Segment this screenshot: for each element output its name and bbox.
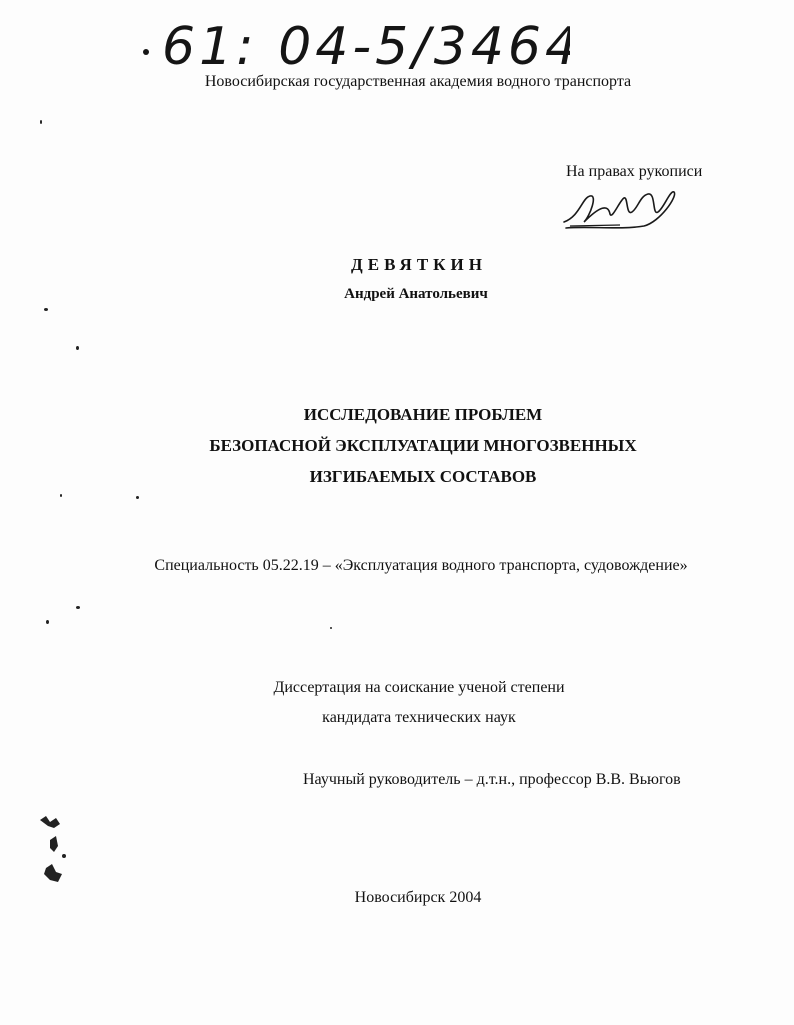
specialty-line: Специальность 05.22.19 – «Эксплуатация водного транспорта, судовождение» (154, 557, 688, 574)
city-and-year: Новосибирск 2004 (354, 889, 482, 906)
archive-code-text: 61: 04-5/3464 (162, 17, 570, 77)
signature-image (560, 186, 680, 232)
scan-speck (44, 308, 48, 311)
scan-speck (330, 627, 332, 629)
scan-speck (76, 606, 80, 609)
dissertation-degree-line-1: Диссертация на соискание ученой степени (273, 679, 565, 696)
handwritten-archive-code (140, 8, 570, 78)
scan-speck (76, 346, 79, 350)
thesis-title-line-2: БЕЗОПАСНОЙ ЭКСПЛУАТАЦИИ МНОГОЗВЕННЫХ (209, 436, 637, 455)
dissertation-degree-line-2: кандидата технических наук (322, 709, 516, 726)
thesis-title-line-1: ИССЛЕДОВАНИЕ ПРОБЛЕМ (303, 405, 543, 424)
handwritten-code-drawing (140, 8, 570, 78)
scan-speck (46, 620, 49, 624)
scan-speck (60, 494, 62, 497)
scan-artifact (38, 812, 78, 892)
author-surname: ДЕВЯТКИН (351, 255, 487, 274)
manuscript-rights-note: На правах рукописи (566, 163, 703, 180)
author-given-name: Андрей Анатольевич (344, 286, 488, 302)
scan-speck (40, 120, 42, 124)
scan-speck (136, 496, 139, 499)
thesis-title-line-3: ИЗГИБАЕМЫХ СОСТАВОВ (309, 467, 537, 486)
scientific-advisor: Научный руководитель – д.т.н., профессор В.В. Вьюгов (303, 771, 681, 788)
institution-name: Новосибирская государственная академия водного транспорта (204, 73, 632, 90)
